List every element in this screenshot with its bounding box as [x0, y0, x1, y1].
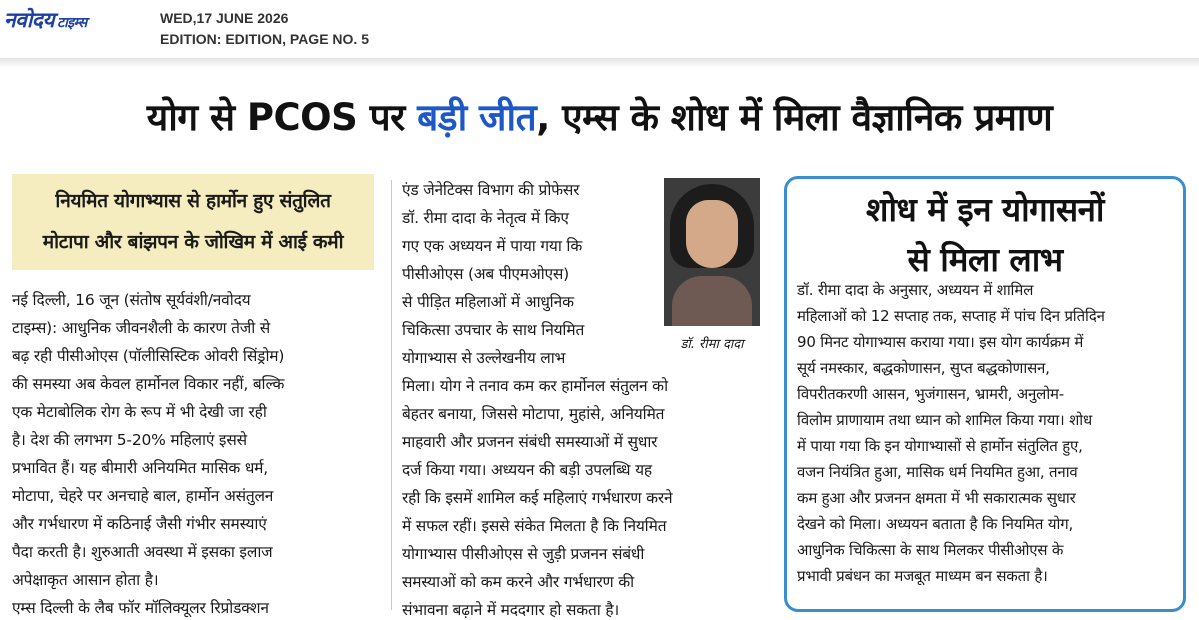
- column2-line: पीसीओएस (अब पीएमओएस): [402, 265, 570, 283]
- sidebar-line: 90 मिनट योगाभ्यास कराया गया। इस योग कार्यक्रम में: [797, 333, 1084, 351]
- column1-line: पैदा करती है। शुरुआती अवस्था में इसका इलाज: [12, 543, 273, 561]
- column1-line: और गर्भधारण में कठिनाई जैसी गंभीर समस्याएं: [12, 515, 267, 533]
- masthead-bar: [0, 0, 1199, 58]
- column-divider: [391, 180, 392, 610]
- newspaper-logo[interactable]: [4, 6, 87, 34]
- column1-line: एक मेटाबोलिक रोग के रूप में भी देखी जा रही: [12, 403, 267, 421]
- article-headline: [0, 90, 1199, 141]
- column2-line: दर्ज किया गया। अध्ययन की बड़ी उपलब्धि यह: [402, 461, 652, 479]
- headline-part1: योग से PCOS पर: [146, 96, 418, 139]
- column1-line: नई दिल्ली, 16 जून (संतोष सूर्यवंशी/नवोदय: [12, 291, 251, 309]
- logo-sub: टाइम्स: [57, 15, 87, 31]
- column2-line: से पीड़ित महिलाओं में आधुनिक: [402, 293, 574, 311]
- column1-line: है। देश की लगभग 5-20% महिलाएं इससे: [12, 431, 247, 449]
- sidebar-line: विपरीतकरणी आसन, भुजंगासन, भ्रामरी, अनुलोम-: [797, 385, 1064, 403]
- author-photo: [664, 178, 760, 326]
- headline-part2: , एम्स के शोध में मिला वैज्ञानिक प्रमाण: [536, 96, 1053, 139]
- column2-line: योगाभ्यास पीसीओएस से जुड़ी प्रजनन संबंधी: [402, 545, 645, 563]
- column2-line: मिला। योग ने तनाव कम कर हार्मोनल संतुलन को: [402, 377, 668, 395]
- subheadline-line: नियमित योगाभ्यास से हार्मोन हुए संतुलित: [55, 190, 331, 212]
- column1-line: की समस्या अब केवल हार्मोनल विकार नहीं, बल्कि: [12, 375, 285, 393]
- subheadline-box: [12, 174, 374, 270]
- sidebar-title: से मिला लाभ: [907, 240, 1063, 279]
- column2-line: माहवारी और प्रजनन संबंधी समस्याओं में सुधार: [402, 433, 658, 451]
- column2-line: डॉ. रीमा दादा के नेतृत्व में किए: [402, 209, 569, 227]
- photo-caption: डॉ. रीमा दादा: [680, 337, 744, 352]
- sidebar-line: देखने को मिला। अध्ययन बताता है कि नियमित योग,: [797, 515, 1074, 533]
- column1-line: बढ़ रही पीसीओएस (पॉलीसिस्टिक ओवरी सिंड्रोम): [12, 347, 285, 365]
- sidebar-line: में पाया गया कि इन योगाभ्यासों से हार्मोन संतुलित हुए,: [797, 437, 1083, 455]
- sidebar-line: प्रभावी प्रबंधन का मजबूत माध्यम बन सकता है।: [797, 567, 1048, 585]
- subheadline-line: मोटापा और बांझपन के जोखिम में आई कमी: [42, 231, 344, 253]
- column1-line: मोटापा, चेहरे पर अनचाहे बाल, हार्मोन असंतुलन: [12, 487, 274, 505]
- sidebar-line: सूर्य नमस्कार, बद्धकोणासन, सुप्त बद्धकोणासन,: [797, 359, 1050, 377]
- logo-main: नवोदय: [4, 8, 55, 32]
- edition-info: EDITION: EDITION, PAGE NO. 5: [160, 31, 369, 47]
- dateline: [160, 8, 369, 50]
- column1-line: टाइम्स): आधुनिक जीवनशैली के कारण तेजी से: [12, 319, 271, 337]
- column1-line: एम्स दिल्ली के लैब फॉर मॉलिक्यूलर रिप्रोडक्शन: [12, 599, 269, 617]
- column2-line: योगाभ्यास से उल्लेखनीय लाभ: [402, 349, 566, 367]
- sidebar-line: कम हुआ और प्रजनन क्षमता में भी सकारात्मक सुधार: [797, 489, 1076, 507]
- column1-line: प्रभावित हैं। यह बीमारी अनियमित मासिक धर्म,: [12, 459, 268, 477]
- column2-line: रही कि इसमें शामिल कई महिलाएं गर्भधारण करने: [402, 489, 673, 507]
- sidebar-line: डॉ. रीमा दादा के अनुसार, अध्ययन में शामिल: [797, 281, 1034, 299]
- column2-line: में सफल रहीं। इससे संकेत मिलता है कि नियमित: [402, 517, 667, 535]
- column2-line: समस्याओं को कम करने और गर्भधारण की: [402, 573, 634, 591]
- sidebar-line: आधुनिक चिकित्सा के साथ मिलकर पीसीओएस के: [797, 541, 1064, 559]
- column2-line: एंड जेनेटिक्स विभाग की प्रोफेसर: [402, 181, 580, 199]
- column1-line: अपेक्षाकृत आसान होता है।: [12, 571, 159, 589]
- edition-date: WED,17 JUNE 2026: [160, 10, 289, 26]
- masthead-shadow: [0, 58, 1199, 68]
- column2-line: संभावना बढ़ाने में मददगार हो सकता है।: [402, 601, 620, 619]
- sidebar-line: महिलाओं को 12 सप्ताह तक, सप्ताह में पांच दिन प्रतिदिन: [797, 307, 1105, 325]
- column2-line: बेहतर बनाया, जिससे मोटापा, मुहांसे, अनियमित: [402, 405, 665, 423]
- sidebar-title: शोध में इन योगासनों: [866, 190, 1104, 229]
- headline-highlight: बड़ी जीत: [417, 96, 537, 139]
- column2-line: चिकित्सा उपचार के साथ नियमित: [402, 321, 585, 339]
- sidebar-line: वजन नियंत्रित हुआ, मासिक धर्म नियमित हुआ, तनाव: [797, 463, 1078, 481]
- sidebar-line: विलोम प्राणायाम तथा ध्यान को शामिल किया गया। शोध: [797, 411, 1093, 429]
- column2-line: गए एक अध्ययन में पाया गया कि: [402, 237, 583, 255]
